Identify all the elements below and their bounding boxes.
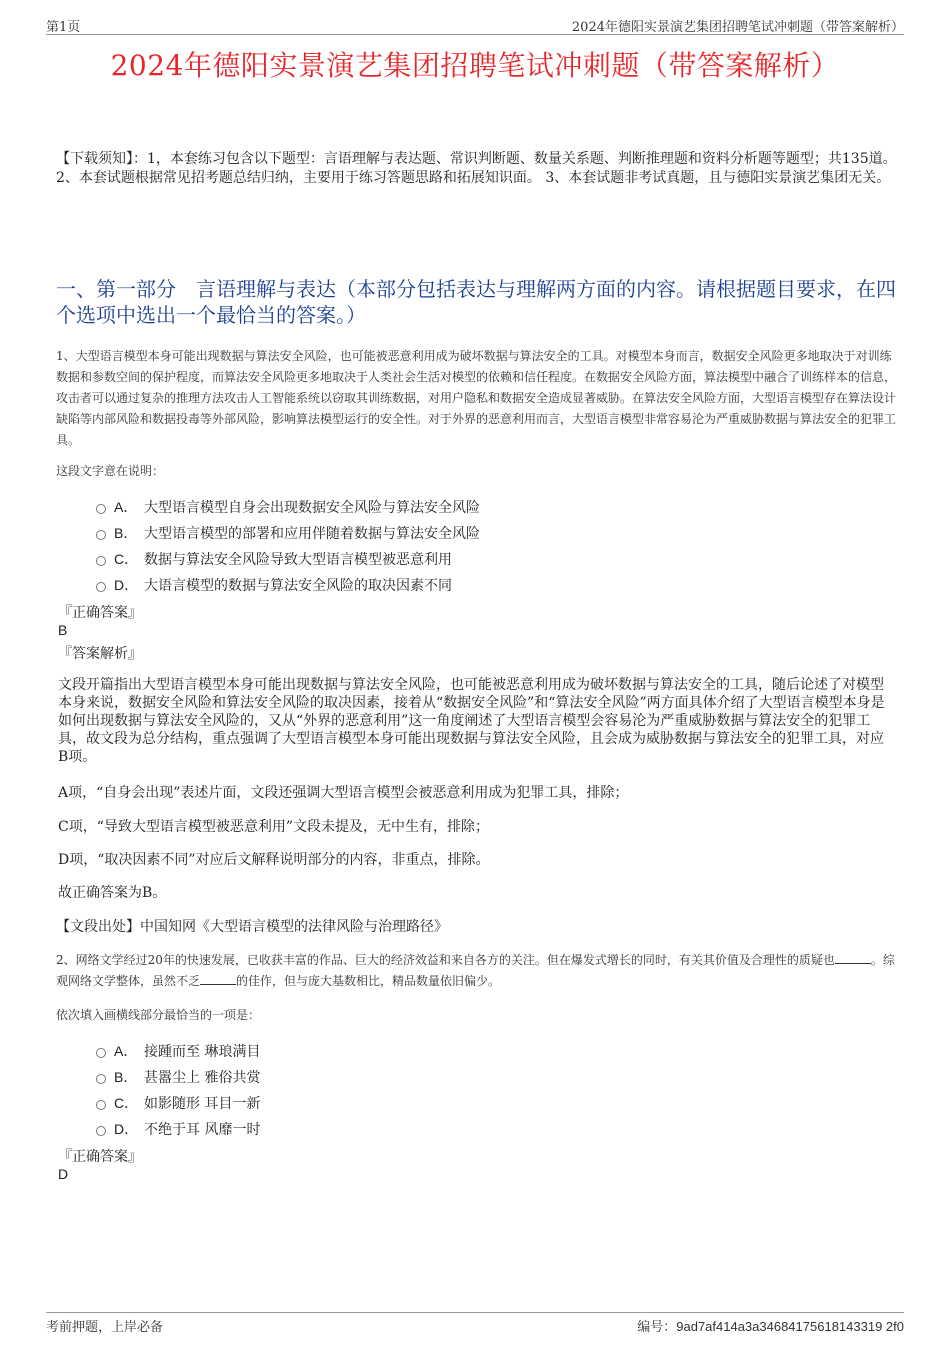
option-text: 甚嚣尘上 雅俗共赏 bbox=[144, 1070, 261, 1086]
question-1-text: 1、大型语言模型本身可能出现数据与算法安全风险，也可能被恶意利用成为破坏数据与算法安全的工具。对模型本身而言，数据安全风险更多地取决于对训练数据和参数空间的保护程度，而算法安全风险更多地取决于人类社会生活对模型的依赖和信任程度。在数据安全风险方面，算法模型中融合了训练样本的信息，攻击者可以通过复杂的推理方法攻击人工智能系统以窃取其训练数据，对用户隐私和数据安全造成显著威胁。在算法安全风险方面，大型语言模型存在算法设计缺陷等内部风险和数据投毒等外部风险，影响算法模型运行的安全性。对于外界的恶意利用而言，大型语言模型非常容易沦为严重威胁数据与算法安全的犯罪工具。 bbox=[56, 349, 897, 447]
option-c[interactable]: C． 数据与算法安全风险导致大型语言模型被恶意利用 bbox=[96, 546, 480, 572]
header-doc-title: 2024年德阳实景演艺集团招聘笔试冲刺题（带答案解析） bbox=[571, 20, 904, 35]
question-1-prompt: 这段文字意在说明： bbox=[56, 464, 165, 478]
analysis-text: 文段开篇指出大型语言模型本身可能出现数据与算法安全风险，也可能被恶意利用成为破坏数据与算法安全的工具，随后论述了对模型本身来说，数据安全风险和算法安全风险的取决因素，接着从“数据安全风险”和“算法安全风险”两方面具体介绍了大型语言模型本身是如何出现数据与算法安全风险的，又从“外界的恶意利用”这一角度阐述了大型语言模型会容易沦为严重威胁数据与算法安全的犯罪工具，故文段为总分结构，重点强调了大型语言模型本身可能出现数据与算法安全风险，且会成为威胁数据与算法安全的犯罪工具，对应B项。 bbox=[58, 677, 885, 765]
footer-slogan: 考前押题，上岸必备 bbox=[46, 1320, 164, 1335]
download-notice: 【下载须知】：1，本套练习包含以下题型：言语理解与表达题、常识判断题、数量关系题、判断推理题和资料分析题等题型；共135道。 2、本套试题根据常见招考题总结归纳，主要用于练习答题思路和拓展知识面。 3、本套试题非考试真题，且与德阳实景演艺集团无关。 bbox=[56, 151, 897, 186]
analysis-conclusion: 故正确答案为B。 bbox=[58, 885, 167, 901]
option-text: 接踵而至 琳琅满目 bbox=[144, 1044, 261, 1060]
question-2-text: 2、网络文学经过20年的快速发展，已收获丰富的作品、巨大的经济效益和来自各方的关注。但在爆发式增长的同时，有关其价值及合理性的质疑也 。综观网络文学整体，虽然不乏 的佳作，但与庞大基数相比，精品数量依旧偏少。 bbox=[56, 953, 895, 988]
option-c[interactable]: C． 如影随形 耳目一新 bbox=[96, 1090, 260, 1116]
question-2-options bbox=[96, 1038, 260, 1142]
option-text: 大语言模型的数据与算法安全风险的取决因素不同 bbox=[144, 578, 452, 594]
analysis-c-line: C项，“导致大型语言模型被恶意利用”文段未提及，无中生有，排除； bbox=[58, 819, 490, 835]
footer-code: 编号：9ad7af414a3a34684175618143319 2f0 bbox=[637, 1319, 904, 1335]
page-header bbox=[46, 14, 904, 35]
option-text: 数据与算法安全风险导致大型语言模型被恶意利用 bbox=[144, 552, 452, 568]
option-text: 不绝于耳 风靡一时 bbox=[144, 1122, 261, 1138]
radio-icon[interactable] bbox=[96, 1126, 106, 1136]
radio-icon[interactable] bbox=[96, 1074, 106, 1084]
fill-blank[interactable] bbox=[200, 972, 236, 985]
analysis-a-line: A项，“自身会出现”表述片面，文段还强调大型语言模型会被恶意利用成为犯罪工具，排除； bbox=[58, 785, 629, 801]
option-d[interactable]: D． 大语言模型的数据与算法安全风险的取决因素不同 bbox=[96, 572, 480, 598]
question-2-prompt: 依次填入画横线部分最恰当的一项是： bbox=[56, 1008, 261, 1022]
radio-icon[interactable] bbox=[96, 504, 106, 514]
option-b[interactable]: B． 甚嚣尘上 雅俗共赏 bbox=[96, 1064, 260, 1090]
option-d[interactable]: D． 不绝于耳 风靡一时 bbox=[96, 1116, 260, 1142]
radio-icon[interactable] bbox=[96, 1100, 106, 1110]
answer-label: 『正确答案』 bbox=[58, 605, 142, 621]
analysis-d-line: D项，“取决因素不同”对应后文解释说明部分的内容，非重点，排除。 bbox=[58, 852, 490, 868]
option-text: 如影随形 耳目一新 bbox=[144, 1096, 261, 1112]
page-title: 2024年德阳实景演艺集团招聘笔试冲刺题（带答案解析） bbox=[110, 49, 840, 82]
answer-value: D bbox=[58, 1166, 69, 1182]
option-a[interactable]: A． 大型语言模型自身会出现数据安全风险与算法安全风险 bbox=[96, 494, 480, 520]
option-a[interactable]: A． 接踵而至 琳琅满目 bbox=[96, 1038, 260, 1064]
answer-label: 『正确答案』 bbox=[58, 1149, 142, 1165]
radio-icon[interactable] bbox=[96, 556, 106, 566]
radio-icon[interactable] bbox=[96, 1048, 106, 1058]
analysis-label: 『答案解析』 bbox=[58, 646, 142, 662]
fill-blank[interactable] bbox=[835, 951, 871, 964]
page-number: 第1页 bbox=[46, 20, 81, 35]
source-line: 【文段出处】中国知网《大型语言模型的法律风险与治理路径》 bbox=[56, 919, 448, 935]
option-text: 大型语言模型自身会出现数据安全风险与算法安全风险 bbox=[144, 500, 480, 516]
option-text: 大型语言模型的部署和应用伴随着数据与算法安全风险 bbox=[144, 526, 480, 542]
option-b[interactable]: B． 大型语言模型的部署和应用伴随着数据与算法安全风险 bbox=[96, 520, 480, 546]
answer-value: B bbox=[58, 622, 68, 638]
radio-icon[interactable] bbox=[96, 530, 106, 540]
question-1-options bbox=[96, 494, 480, 598]
page-footer bbox=[46, 1312, 904, 1333]
section-heading: 一、第一部分 言语理解与表达（本部分包括表达与理解两方面的内容。请根据题目要求，在四个选项中选出一个最恰当的答案。） bbox=[56, 277, 896, 327]
radio-icon[interactable] bbox=[96, 582, 106, 592]
